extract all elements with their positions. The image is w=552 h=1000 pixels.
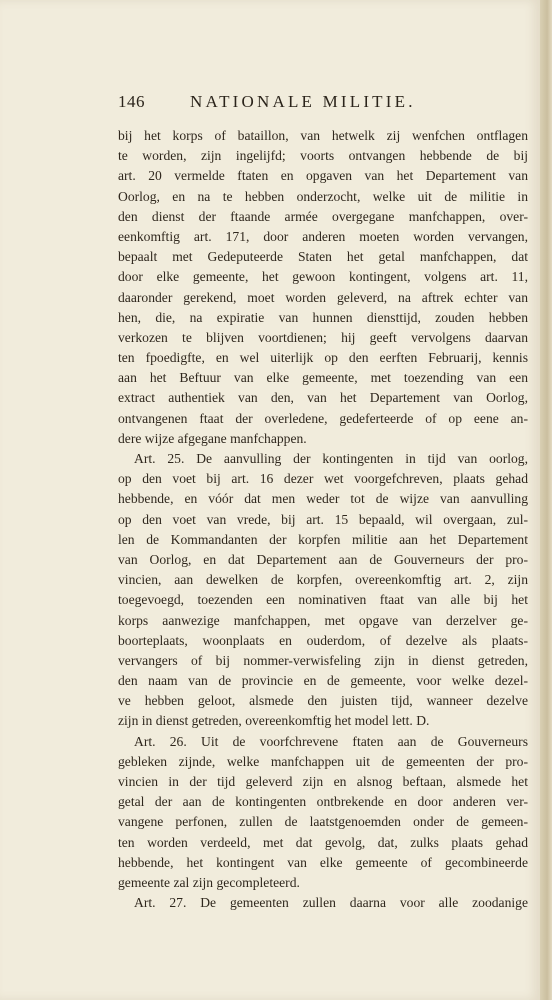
article-25-start: Art. 25. De aanvulling der kontingenten in tijd van oorlog, bbox=[134, 451, 528, 466]
text-line: eenkomftig art. 171, door anderen moeten worden vervangen, bbox=[118, 228, 528, 244]
text-line: verkozen te blijven voortdienen; hij geeft vervolgens daarvan bbox=[118, 329, 528, 345]
text-line: ten fpoedigfte, en wel uiterlijk op den eerften Februarij, kennis bbox=[118, 350, 528, 366]
text-line: Oorlog, en na te hebben onderzocht, welke uit de militie in bbox=[118, 188, 528, 204]
text-line: hen, die, na expiratie van hunnen diensttijd, zouden hebben bbox=[118, 309, 528, 325]
text-line: op den voet van vrede, bij art. 15 bepaald, wil overgaan, zul- bbox=[118, 511, 528, 527]
text-line: te worden, zijn ingelijfd; voorts ontvangen hebbende de bij bbox=[118, 148, 528, 164]
text-line: bepaalt met Gedeputeerde Staten het getal manfchappen, dat bbox=[118, 249, 528, 265]
text-line: ve hebben geloot, alsmede den juisten tijd, wanneer dezelve bbox=[118, 693, 528, 709]
page-edge bbox=[540, 0, 552, 1000]
text-line: door elke gemeente, het gewoon kontingent, volgens art. 11, bbox=[118, 269, 528, 285]
body-text bbox=[118, 126, 528, 913]
text-line: gebleken zijnde, welke manfchappen uit de gemeenten der pro- bbox=[118, 753, 528, 769]
text-line: den dienst der ftaande armée overgegane manfchappen, over- bbox=[118, 208, 528, 224]
text-line: vincien in der tijd geleverd zijn en alsnog beftaan, alsmede het bbox=[118, 774, 528, 789]
text-line: extract authentiek van den, van het Departement van Oorlog, bbox=[118, 390, 528, 406]
text-line: dere wijze afgegane manfchappen. bbox=[118, 430, 307, 446]
text-line: bij het korps of bataillon, van hetwelk zij wenfchen ontflagen bbox=[118, 128, 528, 143]
text-line: van Oorlog, en dat Departement aan de Gouverneurs der pro- bbox=[118, 551, 528, 567]
text-line: aan het Beftuur van elke gemeente, met toezending van een bbox=[118, 370, 528, 386]
text-line: boorteplaats, woonplaats en ouderdom, of dezelve als plaats- bbox=[118, 632, 528, 648]
text-line: len de Kommandanten der korpfen militie aan het Departement bbox=[118, 531, 528, 547]
text-line: zijn in dienst getreden, overeenkomftig het model lett. D. bbox=[118, 713, 430, 729]
text-line: vervangers of bij nommer-verwisfeling zijn in dienst getreden, bbox=[118, 652, 528, 668]
text-line: vangene perfonen, zullen de laatstgenoemden onder de gemeen- bbox=[118, 814, 528, 830]
text-line: toegevoegd, toezenden een nominativen ftaat van alle bij het bbox=[118, 592, 528, 608]
text-line: ten worden verdeeld, met dat gevolg, dat, zulks plaats gehad bbox=[118, 834, 528, 850]
text-line: gemeente zal zijn gecompleteerd. bbox=[118, 874, 300, 890]
text-line: getal der aan de kontingenten ontbrekende en door anderen ver- bbox=[118, 794, 528, 810]
text-line: korps aanwezige manfchappen, met opgave van derzelver ge- bbox=[118, 612, 528, 628]
text-line: vincien, aan dewelken de korpfen, overeenkomftig art. 2, zijn bbox=[118, 572, 528, 588]
text-line: hebbende, en vóór dat men weder tot de wijze van aanvulling bbox=[118, 491, 528, 507]
text-line: den naam van de provincie en de gemeente, voor welke dezel- bbox=[118, 673, 528, 689]
text-line: hebbende, het kontingent van elke gemeente of gecombineerde bbox=[118, 854, 528, 870]
text-line: daaronder gerekend, moet worden geleverd, na aftrek echter van bbox=[118, 289, 528, 305]
page-number: 146 bbox=[118, 92, 145, 111]
running-title: NATIONALE MILITIE. bbox=[190, 92, 416, 111]
text-line: art. 20 vermelde ftaten en opgaven van het Departement van bbox=[118, 168, 528, 184]
text-line: op den voet bij art. 16 dezer wet voorgefchreven, plaats gehad bbox=[118, 471, 528, 487]
article-27-start: Art. 27. De gemeenten zullen daarna voor alle zoodanige bbox=[134, 895, 528, 911]
page-header bbox=[118, 92, 528, 118]
article-26-start: Art. 26. Uit de voorfchrevene ftaten aan de Gouverneurs bbox=[134, 733, 528, 749]
text-line: ontvangenen ftaat der overledene, gedeferteerde of op eene an- bbox=[118, 410, 528, 426]
